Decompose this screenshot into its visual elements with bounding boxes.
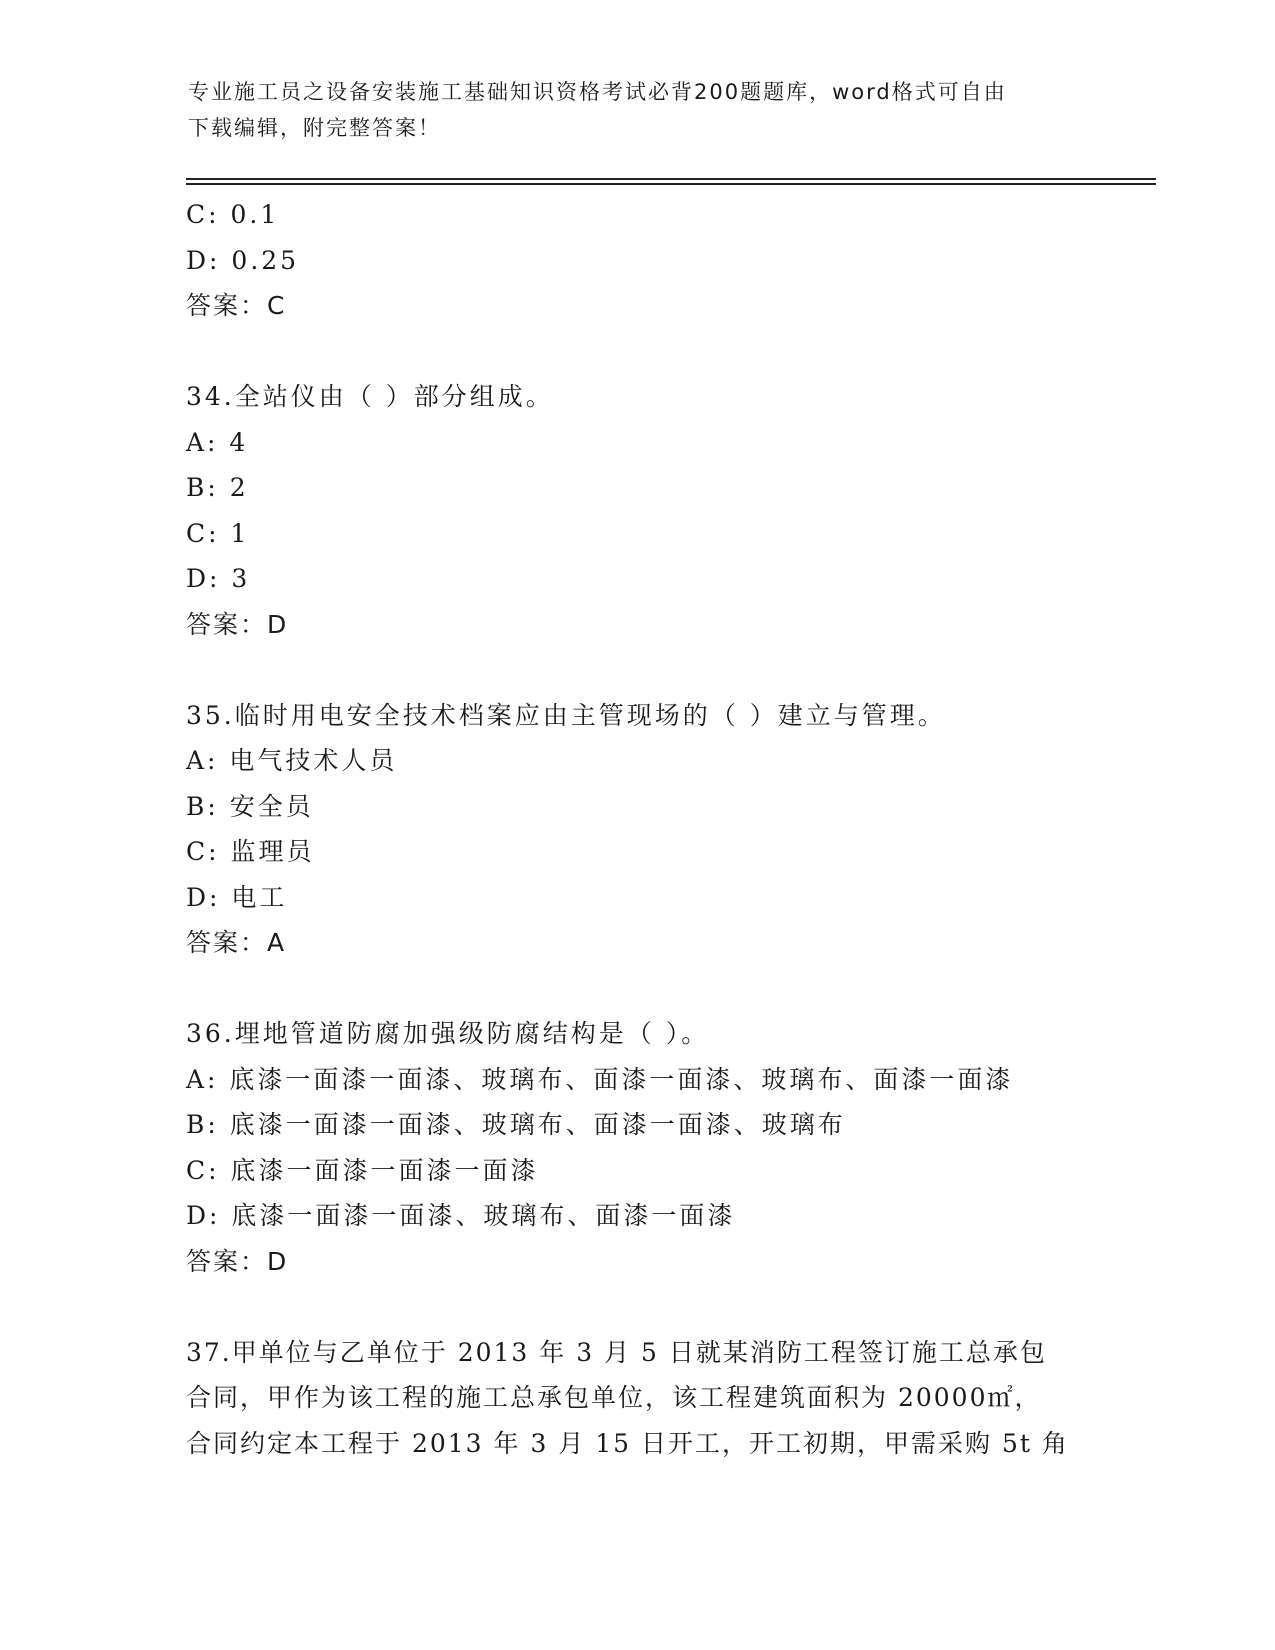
header-line-2: 下载编辑，附完整答案！	[188, 116, 441, 140]
document-header	[188, 74, 1088, 146]
option-d: D: 0.25	[186, 245, 300, 275]
option-a: A: 底漆一面漆一面漆、玻璃布、面漆一面漆、玻璃布、面漆一面漆	[186, 1064, 1014, 1094]
option-d: D: 3	[186, 564, 251, 593]
question-text-line-3: 合同约定本工程于 2013 年 3 月 15 日开工，开工初期，甲需采购 5t 角	[186, 1428, 1069, 1458]
option-b: B: 底漆一面漆一面漆、玻璃布、面漆一面漆、玻璃布	[186, 1110, 846, 1139]
question-stem: 34.全站仪由（ ）部分组成。	[186, 382, 554, 411]
question-text-line-1: 37.甲单位与乙单位于 2013 年 3 月 5 日就某消防工程签订施工总承包	[186, 1337, 1047, 1367]
question-block-37	[186, 1330, 1106, 1467]
question-block-36	[186, 1011, 1106, 1284]
option-a: A: 电气技术人员	[186, 746, 398, 775]
option-c: C: 底漆一面漆一面漆一面漆	[186, 1155, 539, 1185]
header-rule-top	[186, 178, 1156, 180]
header-line-1: 专业施工员之设备安装施工基础知识资格考试必背200题题库，word格式可自由	[188, 80, 1007, 104]
answer-line: 答案：C	[186, 291, 287, 320]
option-c: C: 0.1	[186, 200, 280, 229]
answer-line: 答案：A	[186, 928, 287, 957]
question-text-line-2: 合同，甲作为该工程的施工总承包单位，该工程建筑面积为 20000㎡，	[186, 1383, 1042, 1412]
option-c: C: 监理员	[186, 837, 315, 866]
option-b: B: 2	[186, 473, 249, 502]
option-d: D: 电工	[186, 882, 288, 912]
question-block-35	[186, 693, 1106, 966]
header-rule-bottom	[186, 183, 1156, 185]
option-d: D: 底漆一面漆一面漆、玻璃布、面漆一面漆	[186, 1201, 736, 1230]
document-body	[186, 192, 1106, 1466]
question-stem: 36.埋地管道防腐加强级防腐结构是（ ）。	[186, 1019, 710, 1048]
answer-line: 答案：D	[186, 1246, 289, 1276]
question-block-34	[186, 374, 1106, 647]
option-b: B: 安全员	[186, 791, 314, 821]
option-c: C: 1	[186, 518, 250, 548]
question-block-prev	[186, 192, 1106, 329]
answer-line: 答案：D	[186, 609, 289, 639]
option-a: A: 4	[186, 427, 249, 457]
question-stem: 35.临时用电安全技术档案应由主管现场的（ ）建立与管理。	[186, 700, 946, 730]
